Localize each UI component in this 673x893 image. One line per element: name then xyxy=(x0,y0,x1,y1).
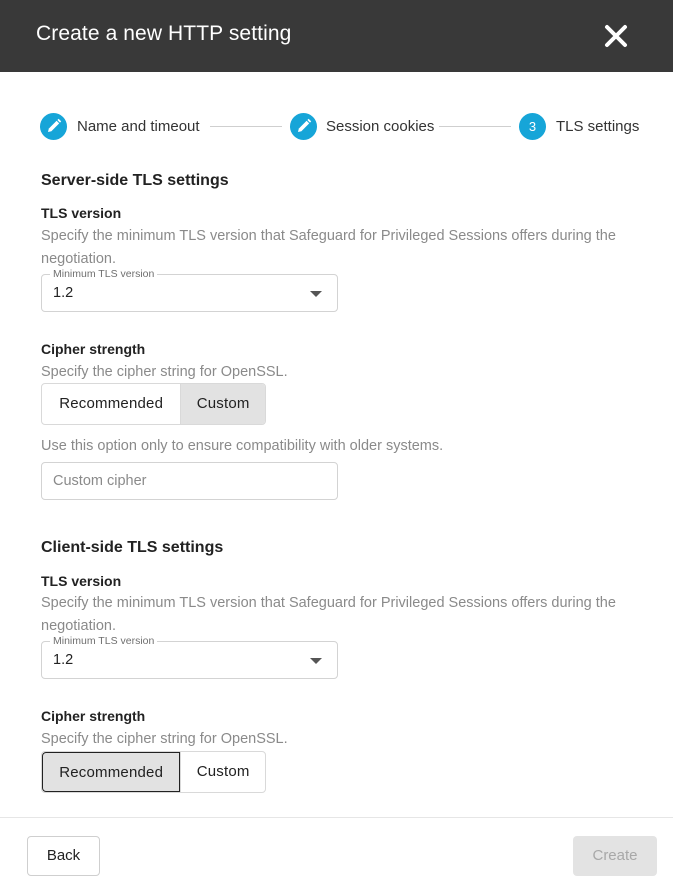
server-cipher-toggle xyxy=(41,383,266,425)
step-3-number: 3 xyxy=(519,113,546,140)
client-min-tls-value: 1.2 xyxy=(53,652,74,668)
dialog-header xyxy=(0,0,673,72)
server-cipher-label: Cipher strength xyxy=(41,341,146,357)
server-tls-version-label: TLS version xyxy=(41,205,122,221)
client-cipher-toggle xyxy=(41,751,266,793)
server-min-tls-select[interactable] xyxy=(41,268,338,312)
server-custom-cipher-help: Use this option only to ensure compatibility with older systems. xyxy=(41,438,444,454)
server-cipher-help: Specify the cipher string for OpenSSL. xyxy=(41,364,288,380)
step-connector xyxy=(439,126,511,127)
close-icon[interactable] xyxy=(601,21,631,51)
step-3-label: TLS settings xyxy=(556,118,640,135)
client-tls-version-help: Specify the minimum TLS version that Safeguard for Privileged Sessions offers during the negotiation. xyxy=(41,595,616,634)
step-1-label[interactable]: Name and timeout xyxy=(77,118,200,135)
server-min-tls-floating-label: Minimum TLS version xyxy=(50,268,157,280)
client-cipher-label: Cipher strength xyxy=(41,708,146,724)
client-cipher-recommended-option[interactable]: Recommended xyxy=(42,752,180,792)
create-button[interactable]: Create xyxy=(573,836,657,876)
custom-cipher-input[interactable] xyxy=(41,462,338,500)
step-1-pencil-icon[interactable] xyxy=(40,113,67,140)
client-cipher-help: Specify the cipher string for OpenSSL. xyxy=(41,731,288,747)
server-cipher-custom-option[interactable]: Custom xyxy=(180,384,265,424)
dialog-title: Create a new HTTP setting xyxy=(36,22,292,45)
server-section-heading: Server-side TLS settings xyxy=(41,172,229,189)
step-2-label[interactable]: Session cookies xyxy=(326,118,435,135)
client-min-tls-floating-label: Minimum TLS version xyxy=(50,635,157,647)
client-min-tls-select[interactable] xyxy=(41,635,338,679)
step-connector xyxy=(210,126,282,127)
chevron-down-icon xyxy=(310,291,322,297)
wizard-stepper xyxy=(40,113,640,141)
chevron-down-icon xyxy=(310,658,322,664)
server-cipher-recommended-option[interactable]: Recommended xyxy=(59,395,164,412)
step-2-pencil-icon[interactable] xyxy=(290,113,317,140)
footer-divider xyxy=(0,817,673,818)
client-tls-version-label: TLS version xyxy=(41,573,122,589)
server-min-tls-value: 1.2 xyxy=(53,285,74,301)
server-tls-version-help: Specify the minimum TLS version that Safeguard for Privileged Sessions offers during the negotiation. xyxy=(41,228,616,267)
client-cipher-custom-option[interactable]: Custom xyxy=(180,752,265,792)
back-button[interactable]: Back xyxy=(27,836,100,876)
client-section-heading: Client-side TLS settings xyxy=(41,539,224,556)
